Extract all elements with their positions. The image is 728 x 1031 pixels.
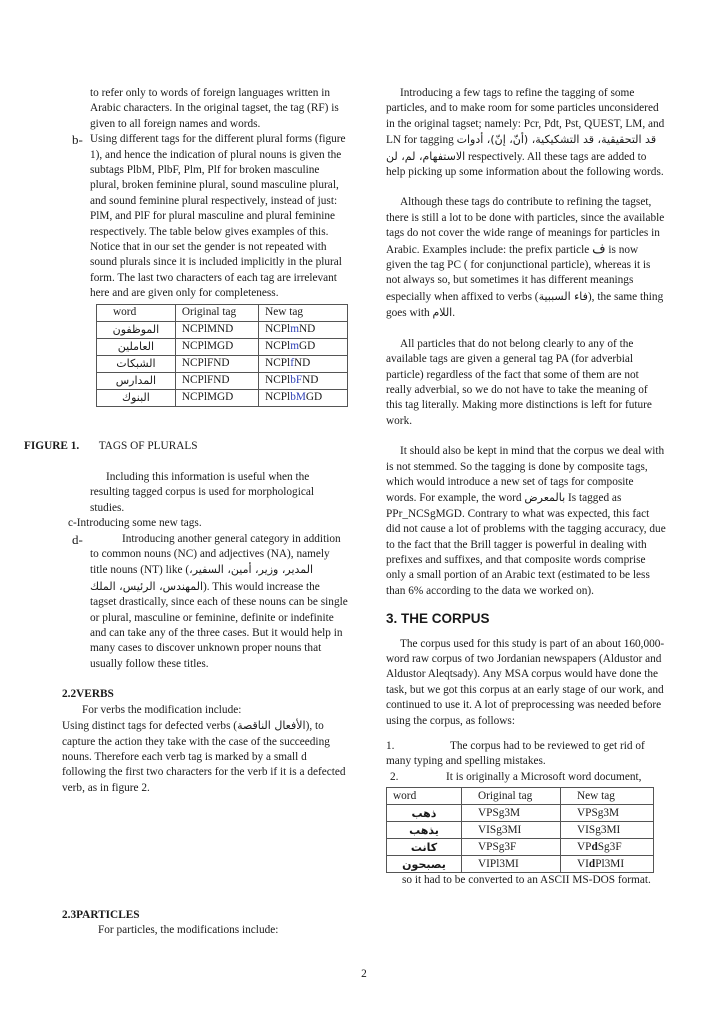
table-cell-new-tag: NCPlmND xyxy=(259,321,348,338)
paragraph: to refer only to words of foreign languages written in Arabic characters. In the original tagset, the tag (RF) is given to all foreign names and words. xyxy=(90,87,339,130)
table-cell-new-tag: NCPlbFND xyxy=(259,372,348,389)
table-cell-original-tag: VISg3MI xyxy=(462,822,561,839)
paragraph: For particles, the modifications include: xyxy=(98,924,279,937)
table-cell-original-tag: VPSg3F xyxy=(462,839,561,856)
table-header: New tag xyxy=(259,304,348,321)
table-row xyxy=(387,839,654,856)
table-cell-new-tag: NCPlbMGD xyxy=(259,389,348,406)
tag-highlight: bM xyxy=(290,391,306,404)
left-column-lower xyxy=(62,470,348,796)
paragraph: Introducing a few tags to refine the tagging of some particles, and to make room for some particles unconsidered in the original tagset; namely: Pcr, Pdt, Pst, QUEST, LM, and LN for tagging قد التحقيقية، قد التشكيكية، (أنّ، إنّ)، أدوات الاستفهام، لم، لن respectively. All these tags are added to help picking up some information about the following words. xyxy=(386,87,665,179)
tag-highlight: f xyxy=(290,357,294,370)
table-cell-new-tag: VISg3MI xyxy=(561,822,654,839)
section-heading-particles: 2.3PARTICLES xyxy=(62,909,140,921)
section-heading-corpus: 3. THE CORPUS xyxy=(386,611,490,627)
table-header-row xyxy=(97,304,348,321)
page-number: 2 xyxy=(361,968,367,980)
table-row xyxy=(387,805,654,822)
table-row xyxy=(97,355,348,372)
table-cell-new-tag: VPdSg3F xyxy=(561,839,654,856)
table-cell-new-tag: NCPlmGD xyxy=(259,338,348,355)
table-header: word xyxy=(387,788,462,805)
list-item-b: b- Using different tags for the different plural forms (figure 1), and hence the indication of plural nouns is given the subtags PlbM, PlbF, Plm, Plf for broken masculine plural, broken feminine plural, sound masculine plural, and sound feminine plural respectively, instead of just: PlM, and PlF for plural masculine and plural feminine respectively. The table below gives examples of this. Notice that in our set the gender is not repeated with sound plurals since it is included implicitly in the plural form. The last two characters of each tag are irrelevant here and are given only for completeness. xyxy=(62,132,348,301)
paragraph: Using different tags for the different plural forms (figure 1), and hence the indication of plural nouns is given the subtags PlbM, PlbF, Plm, Plf for broken masculine plural, broken feminine plural, sound masculine plural, and sound feminine plural respectively, instead of just: PlM, and PlF for plural masculine and plural feminine respectively. The table below gives examples of this. Notice that in our set the gender is not repeated with sound plurals since it is included implicitly in the plural form. The last two characters of each tag are irrelevant here and are given only for completeness. xyxy=(90,133,346,300)
list-item: 1. The corpus had to be reviewed to get rid of many typing and spelling mistakes. xyxy=(386,740,645,768)
table-header: Original tag xyxy=(462,788,561,805)
section-heading-verbs: 2.2VERBS xyxy=(62,688,114,701)
table-cell-original-tag: NCPlFND xyxy=(175,372,258,389)
table-cell-word: الموظفون xyxy=(97,321,176,338)
table-cell-word: المدارس xyxy=(97,372,176,389)
paragraph: so it had to be converted to an ASCII MS-DOS format. xyxy=(402,874,651,887)
paragraph: Although these tags do contribute to refining the tagset, there is still a lot to be done with particles, since the available tags do not cover the wide range of meanings for particles in Arabic. Examples include: the prefix particle ف is now given the tag PC ( for conjunctional particle), whereas it is not always so, but sometimes it has different meanings especially when affixed to verbs (فاء السببية), the same thing goes with اللام. xyxy=(386,196,665,320)
table-cell-word: يذهب xyxy=(387,822,462,839)
subheading: c-Introducing some new tags. xyxy=(68,517,202,530)
paragraph: Introducing another general category in addition to common nouns (NC) and adjectives (NA), namely title nouns (NT) like (المدير، وزير، أمين، السفير، المهندس، الرئيس، الملك). This would increase the tagset drastically, since each of these nouns can be single or plural, masculine or feminine, definite or indefinite and can take any of the three cases. But it would help in many cases to discover unknown proper nouns that usually follow these titles. xyxy=(90,532,348,670)
tag-highlight: d xyxy=(588,857,596,870)
tag-highlight: m xyxy=(290,340,299,353)
table-cell-original-tag: VPSg3M xyxy=(462,805,561,822)
tag-highlight: d xyxy=(591,840,598,853)
table-cell-original-tag: NCPlMND xyxy=(175,321,258,338)
table-cell-word: كانت xyxy=(387,839,462,856)
table-row xyxy=(97,372,348,389)
table-cell-word: العاملين xyxy=(97,338,176,355)
paragraph: All particles that do not belong clearly to any of the available tags are given a general tag PA (for adverbial particle) regardless of the fact that some of them are not really adverbial, so we do not have to take the meaning of this tag literally. Making more distinctions is left for future work. xyxy=(386,337,652,427)
table-row xyxy=(387,856,654,873)
table-row xyxy=(387,822,654,839)
table-header: Original tag xyxy=(175,304,258,321)
table-cell-word: الشبكات xyxy=(97,355,176,372)
paragraph: The corpus used for this study is part of an about 160,000-word raw corpus of two Jordanian newspapers (Aldustor and Aldustor Aleqtsady). Any MSA corpus would have done the task, but we got this corpus at an early stage of our work, and continued to use it. A lot of preprocessing was needed before using the corpus, as follows: xyxy=(386,637,665,727)
table-cell-original-tag: NCPlFND xyxy=(175,355,258,372)
list-item: 2. It is originally a Microsoft word document, xyxy=(390,770,642,783)
left-column-bottom xyxy=(62,908,348,939)
right-column xyxy=(386,86,666,889)
table-cell-new-tag: NCPlfND xyxy=(259,355,348,372)
paragraph: Including this information is useful when the resulting tagged corpus is used for morphological studies. xyxy=(90,471,315,514)
table-cell-new-tag: VPSg3M xyxy=(561,805,654,822)
table-row xyxy=(97,338,348,355)
tag-highlight: bF xyxy=(290,374,303,387)
table-cell-word: يصبحون xyxy=(387,856,462,873)
paragraph: Using distinct tags for defected verbs (الأفعال الناقصة), to capture the action they take with the case of the succeeding nouns. Therefore each verb tag is marked by a small d following the first two characters for the verb if it is a defected verb, as in figure 2. xyxy=(62,719,346,794)
plural-tags-table xyxy=(96,304,348,407)
left-column xyxy=(62,86,348,407)
table-header-row xyxy=(387,788,654,805)
table-row xyxy=(97,321,348,338)
table-header: New tag xyxy=(561,788,654,805)
table-cell-original-tag: VIPl3MI xyxy=(462,856,561,873)
list-item-d: d- Introducing another general category in addition to common nouns (NC) and adjectives (NA), namely title nouns (NT) like (المدير، وزير، أمين، السفير، المهندس، الرئيس، الملك). This would increase the tagset drastically, since each of these nouns can be single or plural, masculine or feminine, definite or indefinite and can take any of the three cases. But it would help in many cases to discover unknown proper nouns that usually follow these titles. xyxy=(62,532,348,673)
figure-caption: FIGURE 1. TAGS OF PLURALS xyxy=(24,440,198,452)
paragraph: For verbs the modification include: xyxy=(82,703,242,716)
table-cell-word: البنوك xyxy=(97,389,176,406)
table-cell-word: ذهب xyxy=(387,805,462,822)
table-header: word xyxy=(97,304,176,321)
tag-highlight: m xyxy=(290,323,299,336)
paragraph: It should also be kept in mind that the corpus we deal with is not stemmed. So the tagging is done by composite tags, which would introduce a new set of tags for composite words. For example, the word بالمعرض Is tagged as PPr_NCSgMGD. Contrary to what was expected, this fact did not cause a lot of problems with the tagging accuracy, due to the fact that the Brill tagger is powerful in dealing with prefixes and suffixes, and that composite words comprise only a small portion of an Arabic text (estimated to be less than 6% according to the data we worked on). xyxy=(386,445,666,597)
table-cell-original-tag: NCPlMGD xyxy=(175,338,258,355)
table-cell-original-tag: NCPlMGD xyxy=(175,389,258,406)
verb-tags-table xyxy=(386,787,654,873)
table-cell-new-tag: VIdPl3MI xyxy=(561,856,654,873)
table-row xyxy=(97,389,348,406)
